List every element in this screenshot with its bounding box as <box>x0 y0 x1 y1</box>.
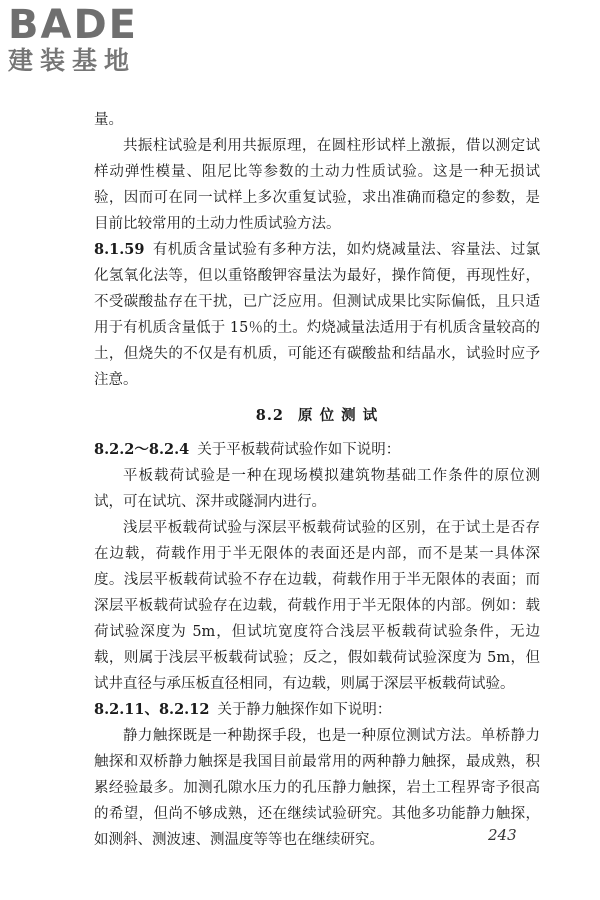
paragraph-shallow-deep: 浅层平板载荷试验与深层平板载荷试验的区别，在于试土是否存在边载，荷载作用于半无限体的表面还是内部，而不是某一具体深度。浅层平板载荷试验不存在边载，荷载作用于半无限体的表面；而深层平板载荷试验存在边载，荷载作用于半无限体的内部。例如：载荷试验深度为 5m，但试坑宽度符合浅层平板载荷试验条件，无边载，则属于浅层平板载荷试验；反之，假如载荷试验深度为 5m，但试井直径与承压板直径相同，有边载，则属于深层平板载荷试验。 <box>94 520 540 692</box>
paragraph-resonant-column: 共振柱试验是利用共振原理，在圆柱形试样上激振，借以测定试样动弹性模量、阻尼比等参数的土动力性质试验。这是一种无损试验，因而可在同一试样上多次重复试验，求出准确而稳定的参数，是目前比较常用的土动力性质试验方法。 <box>94 138 540 232</box>
clause-text: 关于静力触探作如下说明： <box>217 702 392 718</box>
paragraph-continued: 量。 <box>94 112 123 128</box>
clause-number: 8.2.11、8.2.12 <box>94 701 210 718</box>
clause-text: 关于平板载荷试验作如下说明： <box>197 442 401 458</box>
section-number: 8.2 <box>255 407 285 424</box>
watermark-logo <box>8 4 188 76</box>
paragraph-cone-penetration: 静力触探既是一种勘探手段，也是一种原位测试方法。单桥静力触探和双桥静力触探是我国目前最常用的两种静力触探，最成熟，积累经验最多。加测孔隙水压力的孔压静力触探，岩土工程界寄予很高的希望，但尚不够成熟，还在继续试验研究。其他多功能静力触探，如测斜、测波速、测温度等等也在继续研究。 <box>94 728 540 848</box>
clause-number: 8.2.2～8.2.4 <box>94 441 190 458</box>
page-body <box>94 107 540 853</box>
clause-8-1-59 <box>94 237 540 393</box>
page-number: 243 <box>488 826 517 844</box>
paragraph-plate-load: 平板载荷试验是一种在现场模拟建筑物基础工作条件的原位测试，可在试坑、深井或隧洞内进行。 <box>94 468 540 510</box>
clause-text: 有机质含量试验有多种方法，如灼烧减量法、容量法、过氯化氢氧化法等，但以重铬酸钾容量法为最好，操作简便，再现性好，不受碳酸盐存在干扰，已广泛应用。但测试成果比实际偏低，且只适用于有机质含量低于 15％的土。灼烧减量法适用于有机质含量较高的土，但烧失的不仅是有机质，可能还有碳酸盐和结晶水，试验时应予注意。 <box>94 242 540 388</box>
section-heading <box>94 403 540 429</box>
clause-8-2-11 <box>94 697 540 723</box>
section-title: 原 位 测 试 <box>298 407 379 424</box>
clause-number: 8.1.59 <box>94 241 145 258</box>
logo-english: BADE <box>8 2 138 48</box>
logo-chinese: 建装基地 <box>8 46 137 75</box>
clause-8-2-2 <box>94 437 540 463</box>
